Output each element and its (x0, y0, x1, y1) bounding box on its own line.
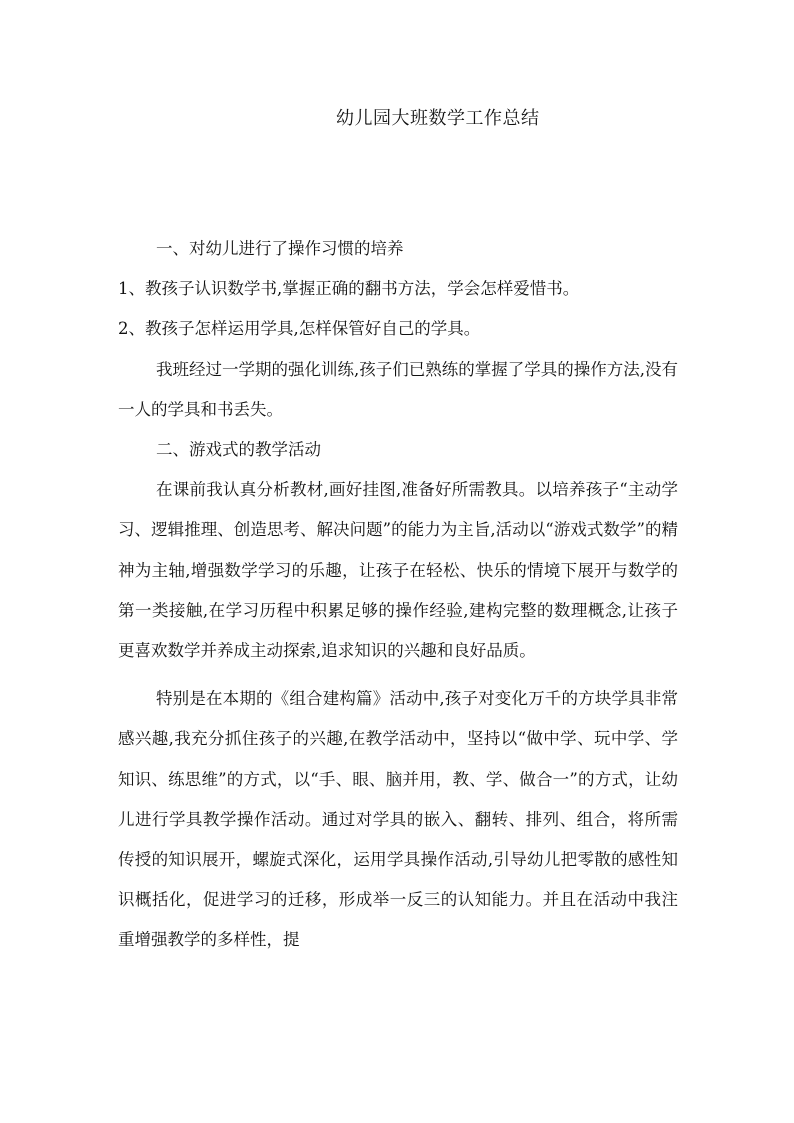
paragraph-1: 我班经过一学期的强化训练,孩子们已熟练的掌握了学具的操作方法,没有一人的学具和书丢失。 (118, 359, 678, 419)
paragraph-2: 在课前我认真分析教材,画好挂图,准备好所需教具。以培养孩子“主动学习、逻辑推理、创造思考、解决问题”的能力为主旨,活动以“游戏式数学”的精神为主轴,增强数学学习的乐趣，让孩子在轻松、快乐的情境下展开与数学的第一类接触,在学习历程中积累足够的操作经验,建构完整的数理概念,让孩子更喜欢数学并养成主动探索,追求知识的兴趣和良好品质。 (118, 480, 678, 661)
document-body (118, 229, 678, 961)
document-title: 幼儿园大班数学工作总结 (336, 108, 540, 129)
paragraph-3: 特别是在本期的《组合建构篇》活动中,孩子对变化万千的方块学具非常感兴趣,我充分抓住孩子的兴趣,在教学活动中，坚持以“做中学、玩中学、学知识、练思维”的方式，以“手、眼、脑并用，教、学、做合一”的方式，让幼儿进行学具教学操作活动。通过对学具的嵌入、翻转、排列、组合，将所需传授的知识展开，螺旋式深化，运用学具操作活动,引导幼儿把零散的感性知识概括化，促进学习的迁移，形成举一反三的认知能力。并且在活动中我注重增强教学的多样性，提 (118, 689, 678, 950)
section-heading-2: 二、游戏式的教学活动 (156, 440, 321, 460)
list-item-2: 2、教孩子怎样运用学具,怎样保管好自己的学具。 (118, 319, 481, 339)
list-item-1: 1、教孩子认识数学书,掌握正确的翻书方法，学会怎样爱惜书。 (118, 279, 580, 299)
section-heading-1: 一、对幼儿进行了操作习惯的培养 (156, 239, 404, 258)
